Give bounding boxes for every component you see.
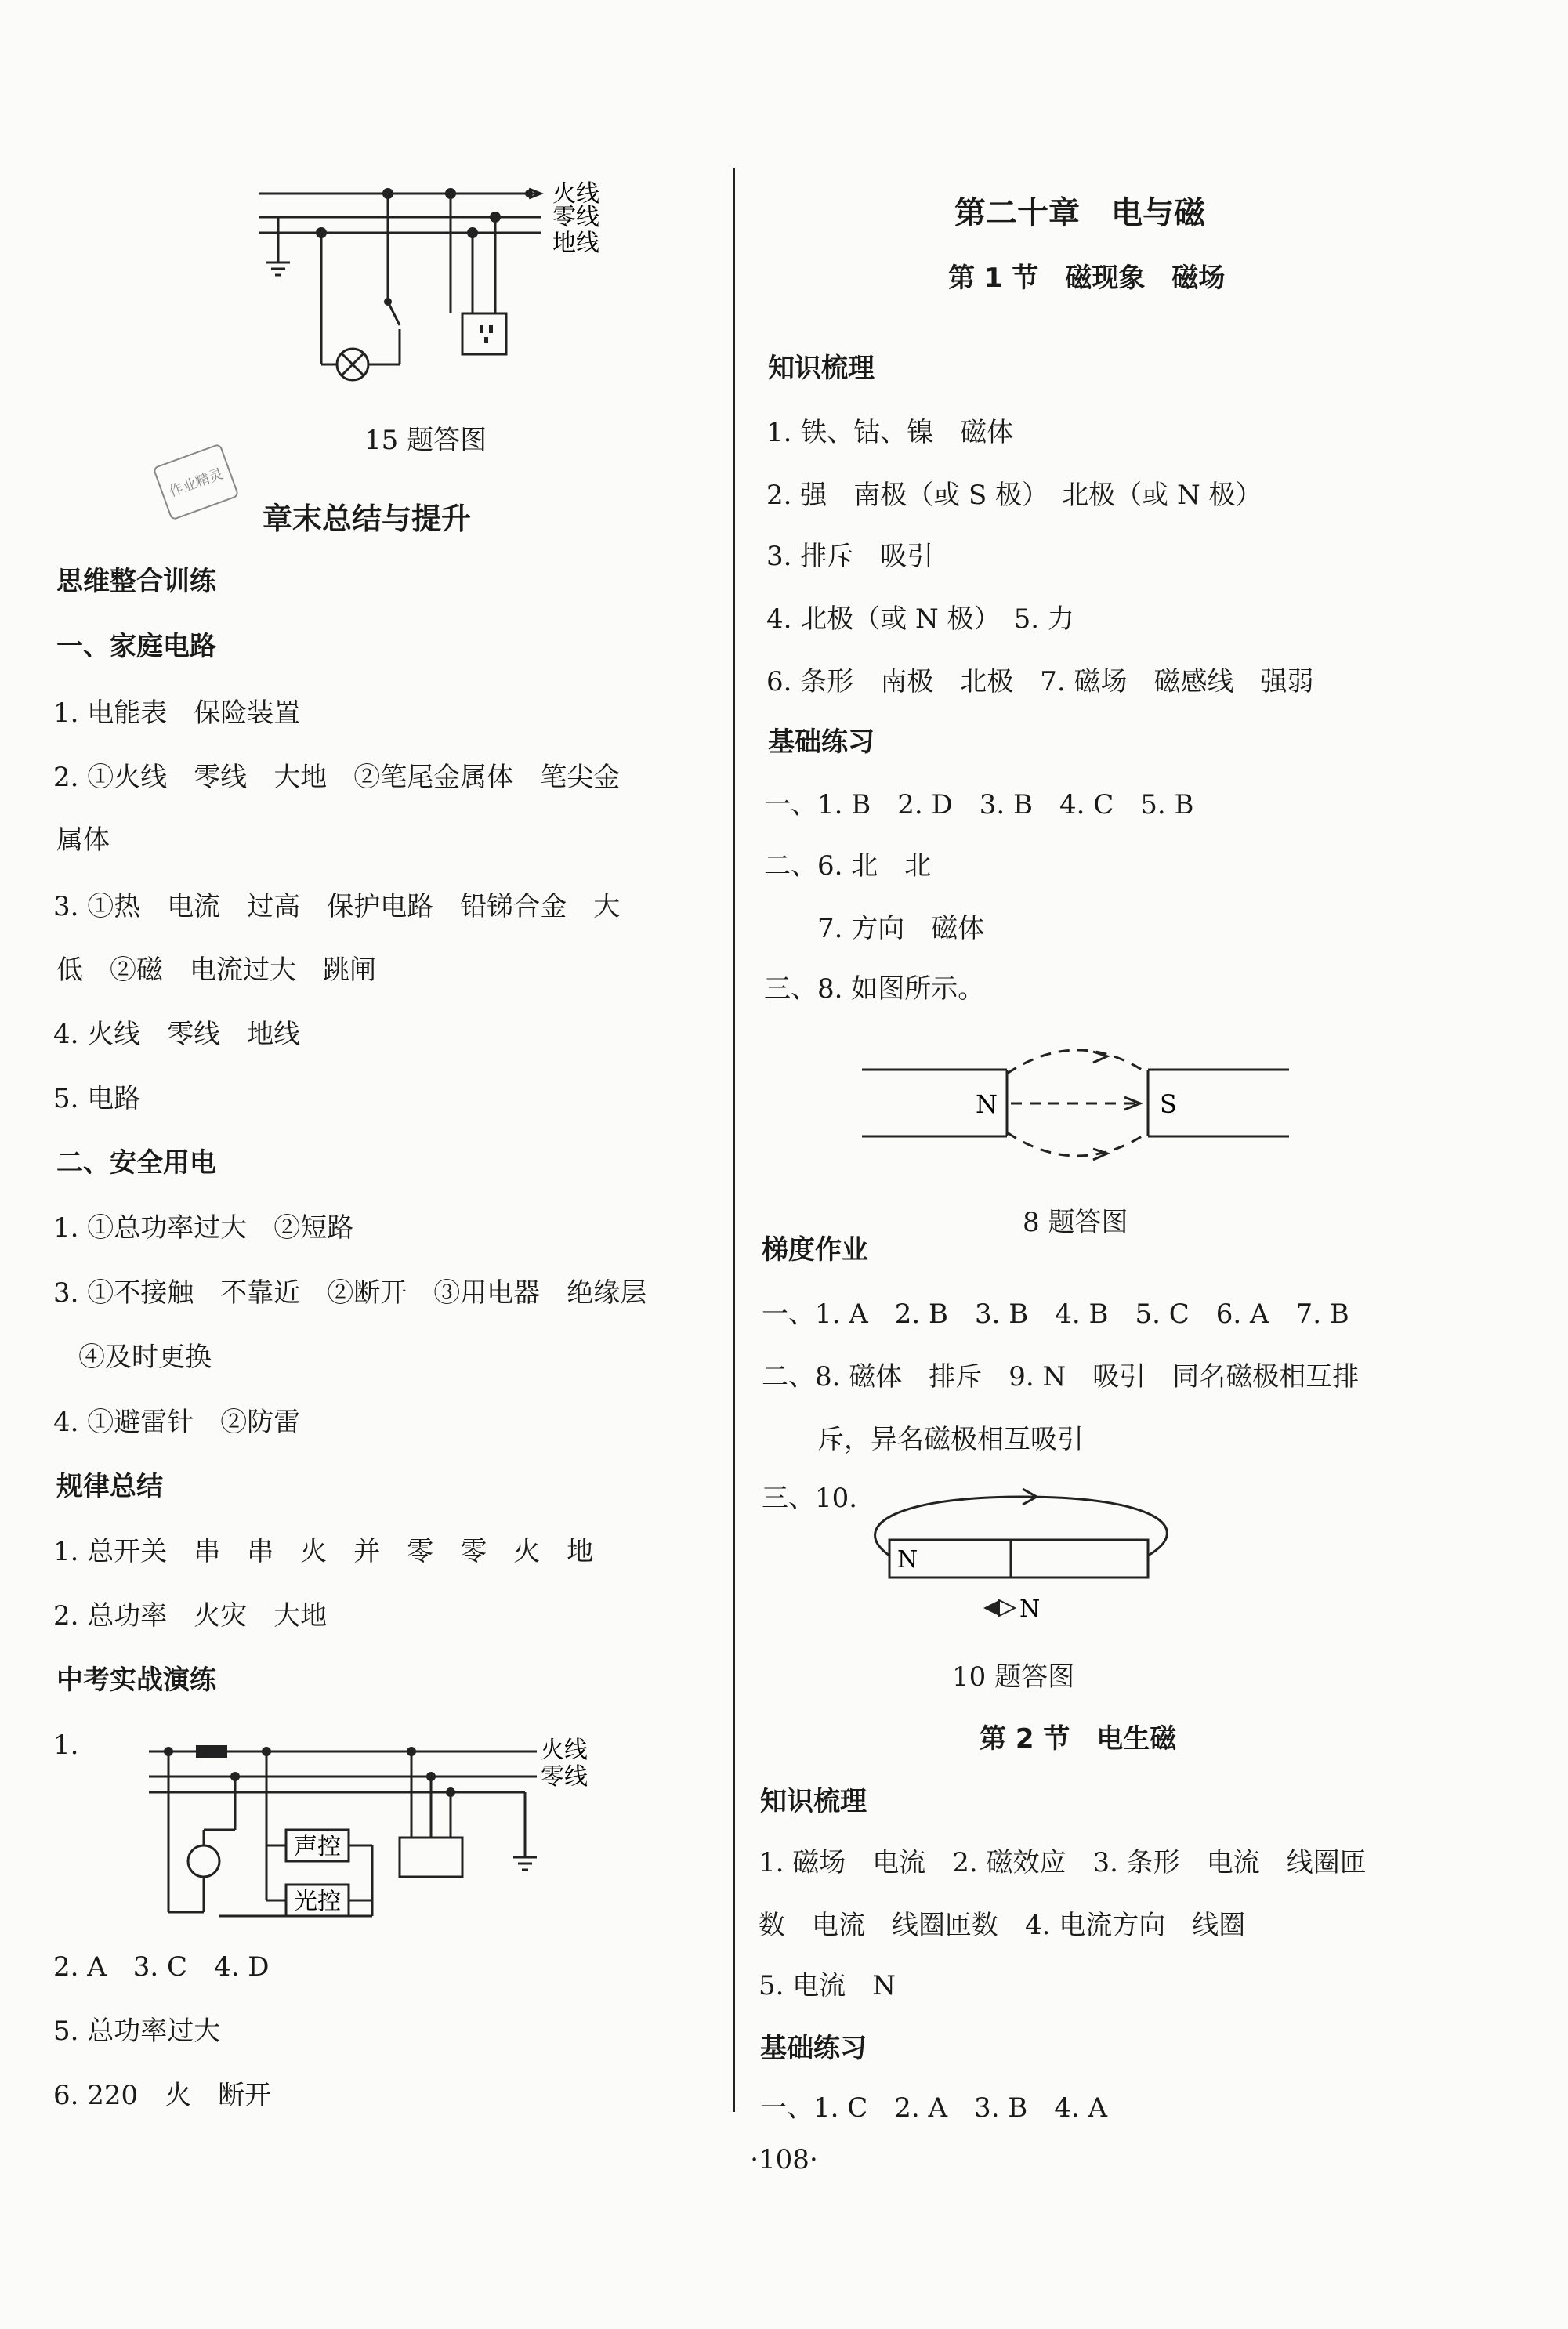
exam-q1-circuit-diagram xyxy=(141,1728,596,1924)
gradient-line-1: 一、1. A 2. B 3. B 4. B 5. C 6. A 7. B xyxy=(762,1299,1349,1330)
gradient-line-2b: 斥，异名磁极相互吸引 xyxy=(817,1424,1084,1455)
left-line-3b: 低 ②磁 电流过大 跳闸 xyxy=(56,954,376,986)
section-1-title: 第 1 节 磁现象 磁场 xyxy=(948,263,1226,294)
fig10-n-label: N xyxy=(897,1546,918,1574)
chapter-title: 第二十章 电与磁 xyxy=(954,195,1205,231)
chapter-summary-title: 章末总结与提升 xyxy=(263,502,472,536)
exam-line-5: 5. 总功率过大 xyxy=(53,2016,221,2047)
column-divider xyxy=(733,168,735,2112)
exam-q1-label-light: 光控 xyxy=(294,1888,341,1915)
fig15-label-neutral: 零线 xyxy=(552,204,599,231)
fig10-caption: 10 题答图 xyxy=(952,1661,1075,1693)
basic-line-1: 一、1. B 2. D 3. B 4. C 5. B xyxy=(764,789,1194,820)
stamp-text: 作业精灵 xyxy=(167,465,226,501)
page-number: ·108· xyxy=(750,2144,818,2175)
watermark-stamp xyxy=(149,439,243,525)
fig15-label-live: 火线 xyxy=(552,180,599,208)
rule-line-2: 2. 总功率 火灾 大地 xyxy=(53,1600,328,1632)
left-line-4: 4. 火线 零线 地线 xyxy=(53,1019,301,1050)
fig8-n-label: N xyxy=(976,1089,998,1119)
basic-line-4: 三、8. 如图所示。 xyxy=(764,973,985,1005)
heading-knowledge-1: 知识梳理 xyxy=(768,353,875,384)
safety-line-3b: ④及时更换 xyxy=(78,1342,212,1373)
fig15-label-ground: 地线 xyxy=(552,230,599,257)
knowledge-line-6: 6. 条形 南极 北极 7. 磁场 磁感线 强弱 xyxy=(766,666,1314,697)
safety-line-4: 4. ①避雷针 ②防雷 xyxy=(53,1407,301,1438)
sub-safe-electricity: 二、安全用电 xyxy=(56,1147,216,1179)
fig15-circuit-diagram xyxy=(251,176,627,404)
exam-q1-label: 1. xyxy=(53,1730,79,1761)
section2-line-1b: 数 电流 线圈匝数 4. 电流方向 线圈 xyxy=(759,1910,1246,1941)
fig10-bar-magnet-diagram xyxy=(866,1481,1179,1638)
exam-line-6: 6. 220 火 断开 xyxy=(53,2080,272,2111)
heading-basic-1: 基础练习 xyxy=(768,726,875,758)
exam-q1-label-neutral: 零线 xyxy=(541,1763,588,1791)
left-line-2: 2. ①火线 零线 大地 ②笔尾金属体 笔尖金 xyxy=(53,762,621,793)
heading-basic-2: 基础练习 xyxy=(760,2033,867,2064)
heading-gradient-homework: 梯度作业 xyxy=(762,1234,868,1266)
heading-knowledge-2: 知识梳理 xyxy=(760,1786,867,1817)
fig8-s-label: S xyxy=(1160,1089,1177,1119)
fig15-caption: 15 题答图 xyxy=(364,425,487,456)
knowledge-line-1: 1. 铁、钴、镍 磁体 xyxy=(766,417,1014,448)
gradient-line-3: 三、10. xyxy=(762,1483,858,1514)
basic-line-2: 二、6. 北 北 xyxy=(764,850,932,882)
exam-q1-label-live: 火线 xyxy=(541,1737,588,1764)
exam-q1-label-sound: 声控 xyxy=(294,1833,341,1860)
rule-line-1: 1. 总开关 串 串 火 并 零 零 火 地 xyxy=(53,1536,594,1567)
section2-line-1: 1. 磁场 电流 2. 磁效应 3. 条形 电流 线圈匝 xyxy=(759,1847,1367,1878)
fig8-magnetic-field-diagram xyxy=(858,1042,1305,1175)
section-thinking-training: 思维整合训练 xyxy=(56,566,216,597)
basic2-line-1: 一、1. C 2. A 3. B 4. A xyxy=(760,2092,1108,2124)
knowledge-line-2: 2. 强 南极（或 S 极） 北极（或 N 极） xyxy=(766,480,1262,511)
exam-line-2: 2. A 3. C 4. D xyxy=(53,1951,270,1983)
fig8-caption: 8 题答图 xyxy=(1023,1207,1128,1238)
fig10-compass-n: N xyxy=(1019,1596,1041,1623)
left-line-2b: 属体 xyxy=(56,824,110,856)
section-exam-practice: 中考实战演练 xyxy=(56,1664,216,1696)
knowledge-line-3: 3. 排斥 吸引 xyxy=(766,541,934,572)
safety-line-1: 1. ①总功率过大 ②短路 xyxy=(53,1212,354,1244)
left-line-5: 5. 电路 xyxy=(53,1083,141,1114)
basic-line-3: 7. 方向 磁体 xyxy=(817,913,985,944)
section-2-title: 第 2 节 电生磁 xyxy=(980,1723,1177,1755)
gradient-line-2: 二、8. 磁体 排斥 9. N 吸引 同名磁极相互排 xyxy=(762,1361,1360,1393)
left-line-3: 3. ①热 电流 过高 保护电路 铅锑合金 大 xyxy=(53,891,621,922)
left-line-1: 1. 电能表 保险装置 xyxy=(53,697,301,729)
safety-line-3: 3. ①不接触 不靠近 ②断开 ③用电器 绝缘层 xyxy=(53,1277,647,1309)
sub-household-circuit: 一、家庭电路 xyxy=(56,631,216,662)
section-rule-summary: 规律总结 xyxy=(56,1471,163,1502)
section2-line-5: 5. 电流 N xyxy=(759,1970,896,2001)
knowledge-line-4: 4. 北极（或 N 极） 5. 力 xyxy=(766,603,1074,635)
